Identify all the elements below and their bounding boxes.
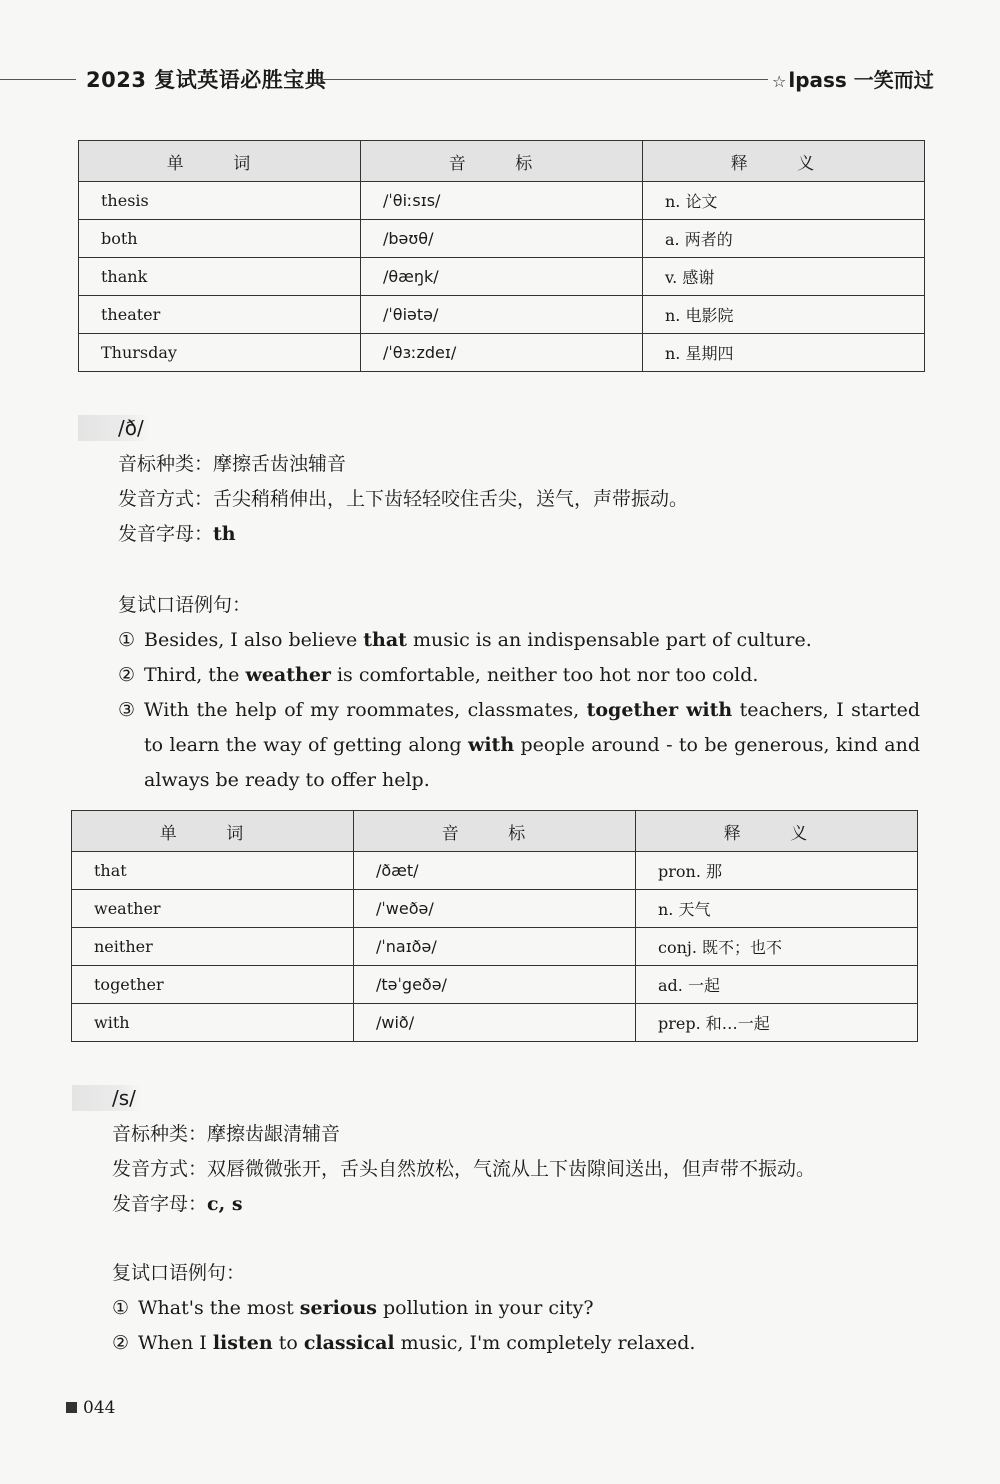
ipa-cell: /wið/: [354, 1004, 636, 1042]
ipa-cell: /ˈθiətə/: [361, 296, 643, 334]
word-cell: together: [72, 966, 354, 1004]
type-label: 音标种类：: [112, 1123, 208, 1145]
ipa-cell: /təˈgeðə/: [354, 966, 636, 1004]
square-bullet-icon: [66, 1402, 77, 1413]
table-row: [72, 890, 918, 928]
example-sentence: ① What's the most serious pollution in your city?: [112, 1297, 594, 1319]
page-header: [0, 58, 1000, 102]
book-title: 2023 复试英语必胜宝典: [86, 68, 327, 92]
word-cell: neither: [72, 928, 354, 966]
pronunciation-letters: [112, 1187, 815, 1222]
word-cell: theater: [79, 296, 361, 334]
ipa-cell: /ðæt/: [354, 852, 636, 890]
word-cell: weather: [72, 890, 354, 928]
meaning-cell: n. 论文: [643, 182, 925, 220]
type-label: 音标种类：: [118, 453, 214, 475]
type-value: 摩擦齿龈清辅音: [207, 1123, 341, 1145]
page-footer: [66, 1398, 115, 1418]
examples-title: 复试口语例句：: [112, 1262, 246, 1284]
header-rule-left: [0, 79, 76, 80]
table-row: [79, 182, 925, 220]
meaning-cell: pron. 那: [636, 852, 918, 890]
meaning-cell: prep. 和…一起: [636, 1004, 918, 1042]
pronunciation-method: [112, 1152, 815, 1187]
letters-label: 发音字母：: [112, 1193, 208, 1215]
meaning-cell: a. 两者的: [643, 220, 925, 258]
th-voiceless-word-table: [78, 140, 925, 372]
header-word: 单 词: [72, 811, 354, 852]
phoneme-heading: /s/: [72, 1085, 142, 1111]
pronunciation-letters: [118, 517, 688, 552]
word-cell: thank: [79, 258, 361, 296]
s-phoneme-section: [112, 1082, 815, 1222]
ipa-cell: /bəʊθ/: [361, 220, 643, 258]
phoneme-type: [112, 1117, 815, 1152]
table-row: [79, 258, 925, 296]
word-cell: Thursday: [79, 334, 361, 372]
header-meaning: 释 义: [636, 811, 918, 852]
word-cell: with: [72, 1004, 354, 1042]
method-value: 舌尖稍稍伸出，上下齿轻轻咬住舌尖，送气，声带振动。: [213, 488, 689, 510]
meaning-cell: conj. 既不；也不: [636, 928, 918, 966]
header-word: 单 词: [79, 141, 361, 182]
table-row: [72, 966, 918, 1004]
method-label: 发音方式：: [118, 488, 214, 510]
table-row: [79, 220, 925, 258]
s-examples: [112, 1256, 920, 1361]
table-row: [72, 928, 918, 966]
eth-phoneme-section: [118, 412, 688, 552]
header-ipa: 音 标: [354, 811, 636, 852]
header-meaning: 释 义: [643, 141, 925, 182]
phoneme-heading: /ð/: [78, 415, 150, 441]
header-rule-middle: [320, 79, 768, 80]
letters-label: 发音字母：: [118, 523, 214, 545]
ipa-cell: /ˈweðə/: [354, 890, 636, 928]
letters-value: c, s: [207, 1193, 243, 1215]
example-sentence: ① Besides, I also believe that music is an indispensable part of culture.: [118, 629, 812, 651]
meaning-cell: v. 感谢: [643, 258, 925, 296]
word-cell: thesis: [79, 182, 361, 220]
meaning-cell: n. 电影院: [643, 296, 925, 334]
eth-examples: [118, 588, 920, 798]
th-voiced-word-table: [71, 810, 918, 1042]
method-value: 双唇微微张开，舌头自然放松，气流从上下齿隙间送出，但声带不振动。: [207, 1158, 816, 1180]
phoneme-type: [118, 447, 688, 482]
examples-title: 复试口语例句：: [118, 594, 252, 616]
table-row: [72, 852, 918, 890]
meaning-cell: n. 天气: [636, 890, 918, 928]
pronunciation-method: [118, 482, 688, 517]
star-logo-icon: ☆: [772, 72, 787, 91]
table-row: [79, 334, 925, 372]
brand: [772, 64, 934, 93]
word-cell: that: [72, 852, 354, 890]
table-header-row: [79, 141, 925, 182]
ipa-cell: /θæŋk/: [361, 258, 643, 296]
meaning-cell: n. 星期四: [643, 334, 925, 372]
table-row: [72, 1004, 918, 1042]
header-ipa: 音 标: [361, 141, 643, 182]
example-sentence: ③ With the help of my roommates, classmates, together with teachers, I started to learn the way of getting along with people around - to be generous, kind and always be ready to offer help.: [118, 699, 920, 791]
letters-value: th: [213, 523, 236, 545]
example-sentence: ② When I listen to classical music, I'm completely relaxed.: [112, 1332, 696, 1354]
meaning-cell: ad. 一起: [636, 966, 918, 1004]
ipa-cell: /ˈnaɪðə/: [354, 928, 636, 966]
example-sentence: ② Third, the weather is comfortable, neither too hot nor too cold.: [118, 664, 759, 686]
table-header-row: [72, 811, 918, 852]
ipa-cell: /ˈθɜːzdeɪ/: [361, 334, 643, 372]
type-value: 摩擦舌齿浊辅音: [213, 453, 347, 475]
table-row: [79, 296, 925, 334]
ipa-cell: /ˈθiːsɪs/: [361, 182, 643, 220]
method-label: 发音方式：: [112, 1158, 208, 1180]
word-cell: both: [79, 220, 361, 258]
brand-text: lpass 一笑而过: [788, 68, 934, 92]
page-number: 044: [83, 1398, 116, 1418]
